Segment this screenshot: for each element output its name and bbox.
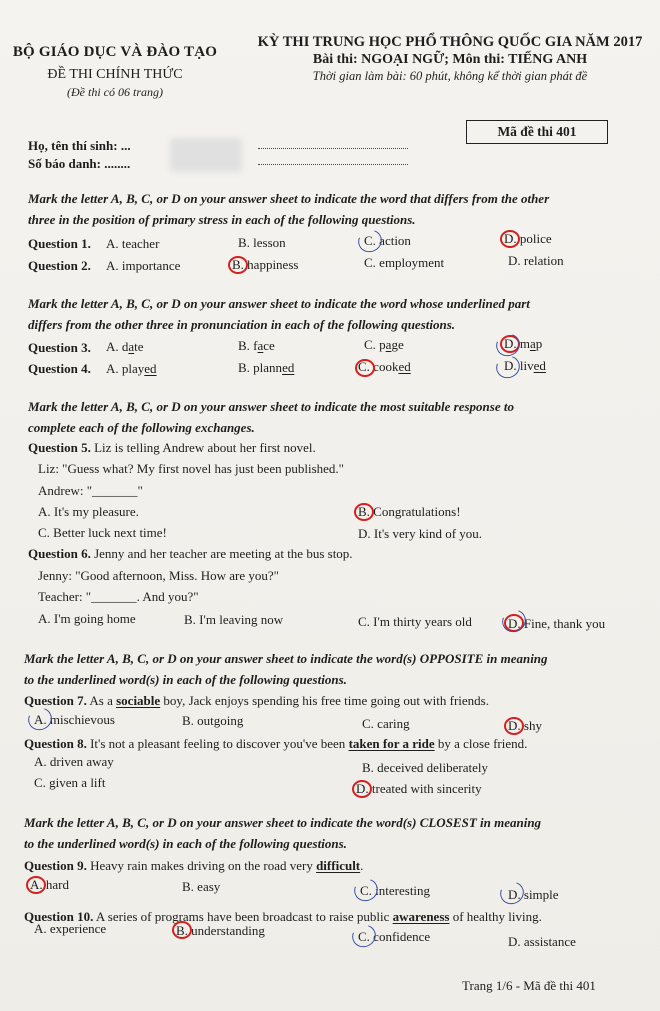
q2-option-b: B. happiness (232, 257, 299, 272)
q3-option-b: B. face (238, 338, 275, 353)
q10-option-a: A. experience (34, 921, 107, 936)
q5-dialogue-2: Andrew: "_______" (38, 483, 143, 498)
section-3-instruction: Mark the letter A, B, C, or D on your answer sheet to indicate the most suitable response to complete each of the following exchanges. (28, 399, 514, 435)
q2-option-c: C. employment (364, 255, 445, 270)
id-dotted-line (258, 164, 408, 165)
exam-code-box: Mã đề thi 401 (466, 120, 608, 144)
answer-circle (500, 230, 520, 248)
exam-time: Thời gian làm bài: 60 phút, không kể thời gian phát đề (312, 69, 588, 83)
q1-option-a: A. teacher (106, 236, 160, 251)
candidate-id-label: Số báo danh: ........ (28, 156, 131, 171)
q10-stem: Question 10. A series of programs have been broadcast to raise public awareness of healthy living. (24, 909, 542, 924)
q10-option-c: C. confidence (358, 929, 431, 944)
exam-subject: Bài thi: NGOẠI NGỮ; Môn thi: TIẾNG ANH (312, 52, 588, 67)
answer-circle (352, 780, 372, 798)
q8-option-a: A. driven away (34, 754, 114, 769)
name-dotted-line (258, 148, 408, 149)
answer-circle (26, 876, 46, 894)
q9-stem: Question 9. Heavy rain makes driving on the road very difficult. (24, 858, 364, 873)
q6-option-d: D. Fine, thank you (508, 616, 606, 631)
q5-option-c: C. Better luck next time! (38, 525, 167, 540)
section-2-instruction: Mark the letter A, B, C, or D on your answer sheet to indicate the word whose underlined part differs from the other three in pronunciation in each of the following questions. (28, 296, 530, 332)
q5-option-b: B. Congratulations! (358, 504, 461, 519)
pen-mark (496, 878, 527, 908)
answer-circle (172, 921, 192, 939)
section-4-instruction: Mark the letter A, B, C, or D on your answer sheet to indicate the word(s) OPPOSITE in meaning to the underlined word(s) in each of the following questions. (24, 651, 548, 687)
q4-option-d: D. lived (504, 358, 546, 373)
q6-dialogue-2: Teacher: "_______. And you?" (38, 589, 199, 604)
q8-option-c: C. given a lift (34, 775, 106, 790)
page-footer: Trang 1/6 - Mã đề thi 401 (462, 978, 596, 993)
q8-option-b: B. deceived deliberately (362, 760, 488, 775)
q4-option-b: B. planned (238, 360, 295, 375)
q6-dialogue-1: Jenny: "Good afternoon, Miss. How are you?" (38, 568, 279, 583)
section-1-instruction: Mark the letter A, B, C, or D on your answer sheet to indicate the word that differs from the other three in the position of primary stress in each of the following questions. (28, 191, 550, 227)
q10-option-b: B. understanding (176, 923, 265, 938)
q3-option-a: A. date (106, 339, 144, 354)
q1-option-d: D. police (504, 231, 552, 246)
header-left (0, 44, 230, 100)
q2-label: Question 2. (28, 258, 91, 273)
page-count-note: (Đề thi có 06 trang) (67, 85, 163, 99)
q5-option-d: D. It's very kind of you. (358, 526, 483, 541)
q6-option-c: C. I'm thirty years old (358, 614, 472, 629)
q2-option-d: D. relation (508, 253, 564, 268)
pen-mark (354, 226, 385, 256)
q6-stem: Question 6. Jenny and her teacher are meeting at the bus stop. (28, 546, 353, 561)
answer-circle (355, 359, 375, 377)
q4-option-c: C. cooked (358, 359, 411, 374)
q5-stem: Question 5. Liz is telling Andrew about her first novel. (28, 440, 316, 455)
q9-option-c: C. interesting (360, 883, 431, 898)
header-right (240, 34, 660, 84)
answer-circle (228, 256, 248, 274)
q1-option-b: B. lesson (238, 235, 286, 250)
pen-mark (348, 921, 379, 951)
q6-option-a: A. I'm going home (38, 611, 136, 626)
q1-label: Question 1. (28, 236, 91, 251)
q4-option-a: A. played (106, 361, 157, 376)
q9-option-a: A. hard (30, 877, 69, 892)
answer-circle (504, 717, 524, 735)
q3-option-d: D. map (504, 336, 543, 351)
q9-option-d: D. simple (508, 887, 559, 902)
q1-option-c: C. action (364, 233, 411, 248)
section-5-instruction: Mark the letter A, B, C, or D on your answer sheet to indicate the word(s) CLOSEST in meaning to the underlined word(s) in each of the following questions. (24, 815, 542, 851)
q9-option-b: B. easy (182, 879, 221, 894)
pen-mark (492, 352, 523, 382)
q5-dialogue-1: Liz: "Guess what? My first novel has just been published." (38, 461, 344, 476)
pen-mark (350, 875, 381, 905)
q7-stem: Question 7. As a sociable boy, Jack enjoys spending his free time going out with friends. (24, 693, 489, 708)
q6-option-b: B. I'm leaving now (184, 612, 284, 627)
q3-option-c: C. page (364, 337, 404, 352)
q7-option-c: C. caring (362, 716, 410, 731)
q10-option-d: D. assistance (508, 934, 576, 949)
official-exam-label: ĐỀ THI CHÍNH THỨC (47, 67, 183, 82)
redacted-name (170, 138, 242, 172)
candidate-name-label: Họ, tên thí sinh: ... (28, 138, 131, 153)
q8-stem: Question 8. It's not a pleasant feeling to discover you've been taken for a ride by a close friend. (24, 736, 528, 751)
q7-option-d: D. shy (508, 718, 542, 733)
q4-label: Question 4. (28, 361, 91, 376)
answer-circle (354, 503, 374, 521)
q2-option-a: A. importance (106, 258, 181, 273)
q7-option-a: A. mischievous (34, 712, 115, 727)
ministry-name: BỘ GIÁO DỤC VÀ ĐÀO TẠO (12, 44, 218, 60)
q7-option-b: B. outgoing (182, 713, 244, 728)
q5-option-a: A. It's my pleasure. (38, 504, 139, 519)
exam-title: KỲ THI TRUNG HỌC PHỔ THÔNG QUỐC GIA NĂM 2017 (257, 34, 643, 50)
q8-option-d: D. treated with sincerity (356, 781, 482, 796)
q3-label: Question 3. (28, 340, 91, 355)
